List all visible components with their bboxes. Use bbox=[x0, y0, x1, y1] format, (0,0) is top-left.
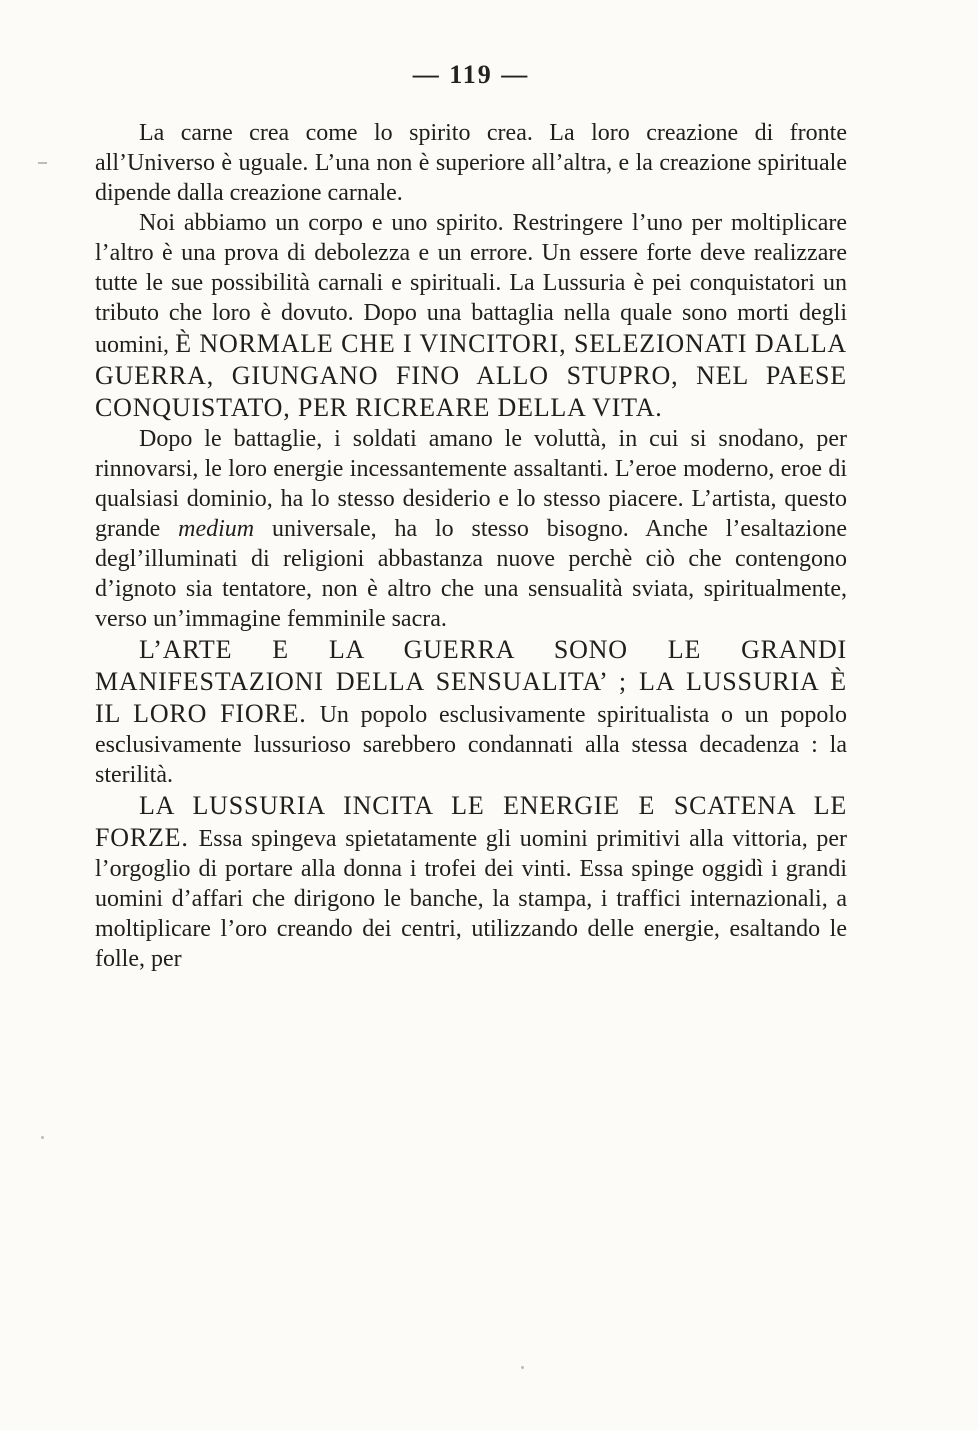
paragraph-2 bbox=[95, 208, 847, 424]
text-segment: Un popolo esclusivamente spiritualista o un popolo esclusivamente lussurioso sarebbero condannati alla stessa decadenza : la sterilità. bbox=[95, 702, 847, 788]
scan-artifact-dot bbox=[41, 1136, 44, 1139]
paragraph-1 bbox=[95, 118, 847, 208]
text-segment: Essa spingeva spietatamente gli uomini primitivi alla vittoria, per l’orgoglio di portare alla donna i trofei dei vinti. Essa spinge oggidì i grandi uomini d’affari che dirigono le banche, la stampa, i traffici internazionali, a moltiplicare l’oro creando dei centri, utilizzando delle energie, esaltando le folle, per bbox=[95, 826, 847, 972]
text-segment-emphasis-caps: È NORMALE CHE I VINCITORI, SELEZIONATI DALLA GUERRA, GIUNGANO FINO ALLO STUPRO, NEL PAESE CONQUISTATO, PER RICREARE DELLA VITA. bbox=[95, 329, 847, 422]
text-segment-emphasis-caps: L’ARTE E LA GUERRA SONO LE GRANDI MANIFESTAZIONI DELLA SENSUALITA’ ; LA LUSSURIA È IL LORO FIORE. bbox=[95, 635, 847, 728]
scan-artifact-dot bbox=[521, 1366, 524, 1369]
page-number: — 119 — bbox=[412, 60, 530, 89]
paragraph-5 bbox=[95, 790, 847, 974]
text-segment: La carne crea come lo spirito crea. La loro creazione di fronte all’Universo è uguale. L’una non è superiore all’altra, e la creazione spirituale dipende dalla creazione carnale. bbox=[95, 120, 847, 206]
page-text bbox=[95, 118, 847, 974]
paragraph-3 bbox=[95, 424, 847, 634]
text-segment-italic: medium bbox=[178, 516, 255, 542]
scan-artifact-dash bbox=[38, 162, 47, 164]
text-segment: Dopo le battaglie, i soldati amano le voluttà, in cui si snodano, per rinnovarsi, le loro energie incessantemente assaltanti. L’eroe moderno, eroe di qualsiasi dominio, ha lo stesso desiderio e lo stesso piacere. L’artista, questo grande bbox=[95, 426, 847, 542]
paragraph-4 bbox=[95, 634, 847, 790]
text-segment-emphasis-caps: LA LUSSURIA INCITA LE ENERGIE E SCATENA LE FORZE. bbox=[95, 791, 847, 852]
text-segment: Noi abbiamo un corpo e uno spirito. Restringere l’uno per moltiplicare l’altro è una prova di debolezza e un errore. Un essere forte deve realizzare tutte le sue possibilità carnali e spirituali. La Lussuria è pei conquistatori un tributo che loro è dovuto. Dopo una battaglia nella quale sono morti degli uomini, bbox=[95, 210, 847, 358]
text-segment: universale, ha lo stesso bisogno. Anche l’esaltazione degl’illuminati di religioni abbastanza nuove perchè ciò che contengono d’ignoto sia tentatore, non è altro che una sensualità sviata, spiritualmente, verso un’immagine femminile sacra. bbox=[95, 516, 847, 632]
